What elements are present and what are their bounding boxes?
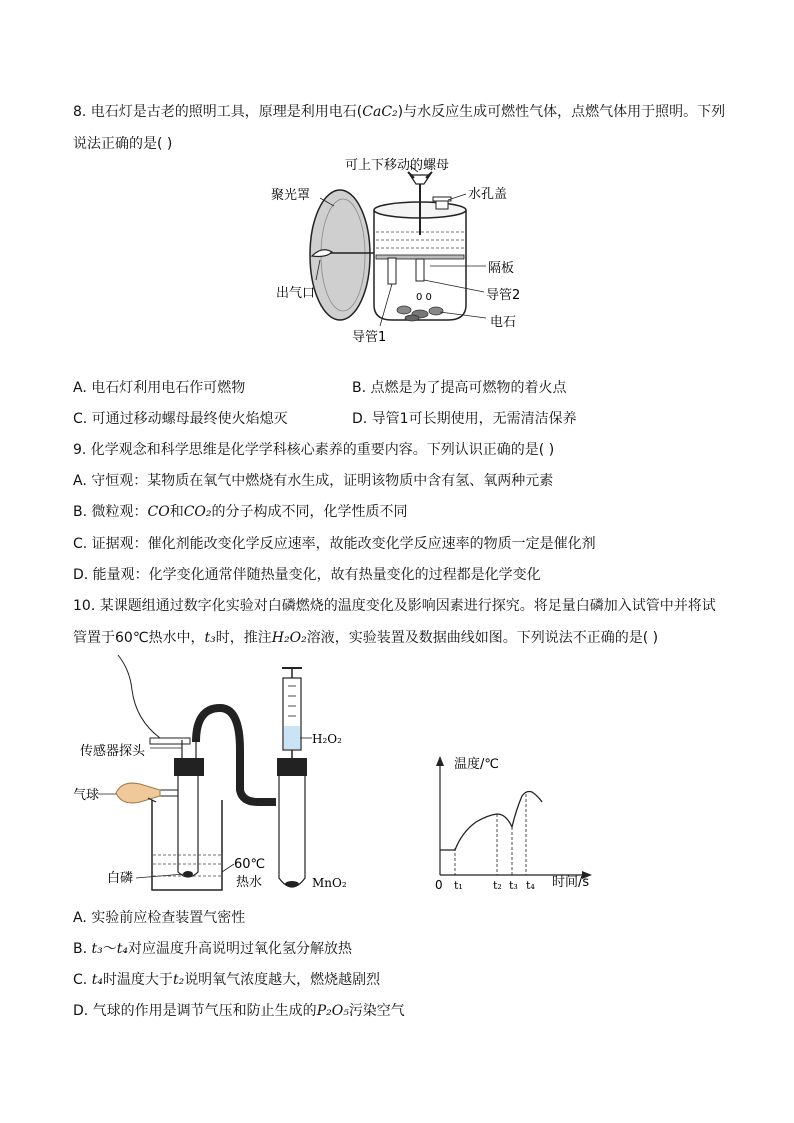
q8-option-c[interactable]: C. 可通过移动螺母最终使火焰熄灭 <box>73 411 288 427</box>
q9-stem: 9. 化学观念和科学思维是化学学科核心素养的重要内容。下列认识正确的是( ) <box>73 442 555 458</box>
q8-stem-line1: 8. 电石灯是古老的照明工具，原理是利用电石(CaC₂)与水反应生成可燃性气体，点燃气体用于照明。下列 <box>73 104 726 120</box>
tick-t1: t₁ <box>454 879 463 892</box>
carbide-lamp-diagram <box>0 0 794 360</box>
chart-xlabel: 时间/s <box>552 875 590 890</box>
white-phosphorus <box>183 871 193 877</box>
label-mno2: MnO₂ <box>312 876 347 890</box>
q10-option-c[interactable]: C. t₄时温度大于t₂说明氧气浓度越大，燃烧越剧烈 <box>73 972 381 988</box>
test-tube <box>279 776 305 887</box>
label-outlet: 出气口 <box>276 286 316 301</box>
label-white-p: 白磷 <box>107 871 134 886</box>
stopper-left <box>174 758 204 776</box>
tube-1 <box>388 258 396 284</box>
carbide-stone <box>397 306 411 314</box>
label-tube1: 导管1 <box>352 330 387 345</box>
tick-t3: t₃ <box>509 879 518 892</box>
balloon-icon <box>116 783 160 803</box>
tick-t2: t₂ <box>493 879 502 892</box>
stopper-right <box>277 758 307 776</box>
q9-option-b[interactable]: B. 微粒观：CO和CO₂的分子构成不同，化学性质不同 <box>73 504 408 520</box>
chart-ylabel: 温度/℃ <box>454 757 499 772</box>
label-hot-water: 热水 <box>236 875 263 890</box>
q9-option-d[interactable]: D. 能量观：化学变化通常伴随热量变化，故有热量变化的过程都是化学变化 <box>73 567 541 583</box>
carbide-stone <box>405 315 419 321</box>
q10-stem-line1: 10. 某课题组通过数字化实验对白磷燃烧的温度变化及影响因素进行探究。将足量白磷加入试管中并将试 <box>73 598 716 614</box>
mno2 <box>285 881 299 887</box>
label-water-cap: 水孔盖 <box>468 187 508 202</box>
label-reflector: 聚光罩 <box>271 188 311 203</box>
label-bubbles: 0 0 <box>416 292 432 303</box>
label-partition: 隔板 <box>488 261 515 276</box>
label-sensor: 传感器探头 <box>80 744 146 759</box>
label-balloon: 气球 <box>73 788 100 803</box>
q10-option-d[interactable]: D. 气球的作用是调节气压和防止生成的P₂O₅污染空气 <box>73 1003 405 1019</box>
label-h2o2: H₂O₂ <box>312 732 342 746</box>
label-nut: 可上下移动的螺母 <box>345 158 450 173</box>
q8-option-d[interactable]: D. 导管1可长期使用，无需清洁保养 <box>352 411 577 427</box>
q10-option-b[interactable]: B. t₃～t₄对应温度升高说明过氧化氢分解放热 <box>73 941 353 957</box>
temperature-chart <box>435 756 592 892</box>
rubber-hose <box>196 708 276 802</box>
q9-option-c[interactable]: C. 证据观：催化剂能改变化学反应速率，故能改变化学反应速率的物质一定是催化剂 <box>73 536 596 552</box>
q10-option-a[interactable]: A. 实验前应检查装置气密性 <box>73 910 246 926</box>
label-tube2: 导管2 <box>486 288 521 303</box>
carbide-stone <box>429 307 443 315</box>
chart-origin: 0 <box>435 878 443 892</box>
phosphorus-apparatus-diagram <box>0 650 794 900</box>
label-carbide: 电石 <box>490 315 517 330</box>
temperature-curve <box>440 792 542 851</box>
label-60c: 60℃ <box>234 857 266 872</box>
q8-option-a[interactable]: A. 电石灯利用电石作可燃物 <box>73 380 246 396</box>
q10-stem-line2: 管置于60℃热水中，t₃时，推注H₂O₂溶液，实验装置及数据曲线如图。下列说法不正确的是( ) <box>73 630 659 646</box>
q8-option-b[interactable]: B. 点燃是为了提高可燃物的着火点 <box>352 380 567 396</box>
q9-option-a[interactable]: A. 守恒观：某物质在氧气中燃烧有水生成，证明该物质中含有氢、氧两种元素 <box>73 473 554 489</box>
tick-t4: t₄ <box>526 879 535 892</box>
tube-2 <box>416 259 424 281</box>
q8-stem-line2: 说法正确的是( ) <box>73 136 173 152</box>
